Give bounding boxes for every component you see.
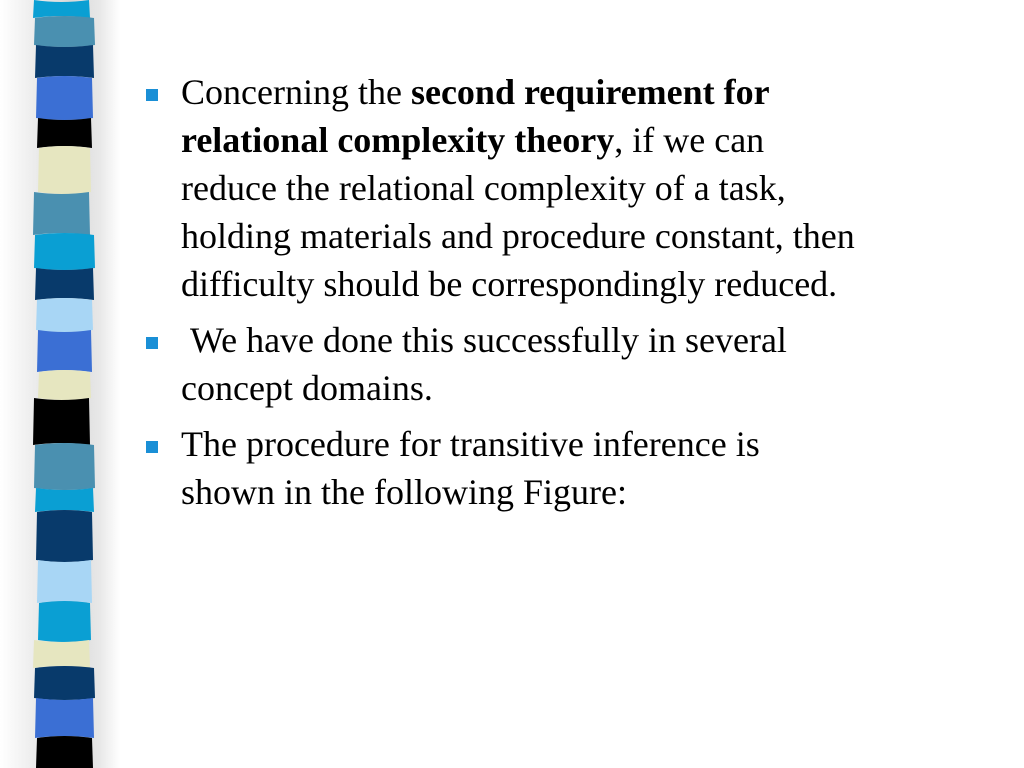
square-bullet-icon [146,441,158,453]
stripe-block [33,192,90,235]
stripe-block [36,76,93,120]
stripe-block [37,330,92,372]
bullet-text-plain: The procedure for transitive inference is shown in the following Figure: [181,424,760,512]
stripe-block [33,0,90,18]
bullet-text-plain: Concerning the [181,72,411,112]
bullet-item-3 [140,420,860,516]
stripe-block [33,398,90,445]
bullet-text-plain: , if we can reduce the relational complexity of a task, holding materials and procedure constant, then difficulty should be correspondingly reduced. [181,120,855,304]
stripe-block [36,298,93,332]
square-bullet-icon [146,89,158,101]
stripe-block [34,666,95,700]
stripe-block [36,736,93,768]
stripe-block [35,698,94,738]
decorative-stripe-bar [0,0,120,768]
bullet-item-1 [140,68,860,308]
stripe-block [33,640,90,668]
stripe-block [34,443,95,490]
stripe-block [34,233,95,270]
stripe-block [36,510,93,562]
stripe-block [38,601,91,642]
stripe-block [35,488,94,512]
square-bullet-icon [146,337,158,349]
bullet-text-plain: We have done this successfully in several concept domains. [181,320,796,408]
stripe-block [37,560,92,603]
stripe-block [34,16,95,47]
stripe-block [38,370,91,400]
stripe-block [38,146,91,194]
stripe-block [35,268,94,300]
stripe-block [35,45,94,78]
bullet-text-bold: second requirement for relational complexity theory [181,72,769,160]
stripe-block [37,118,92,148]
bullet-item-2 [140,316,860,412]
bullet-list [140,68,860,524]
